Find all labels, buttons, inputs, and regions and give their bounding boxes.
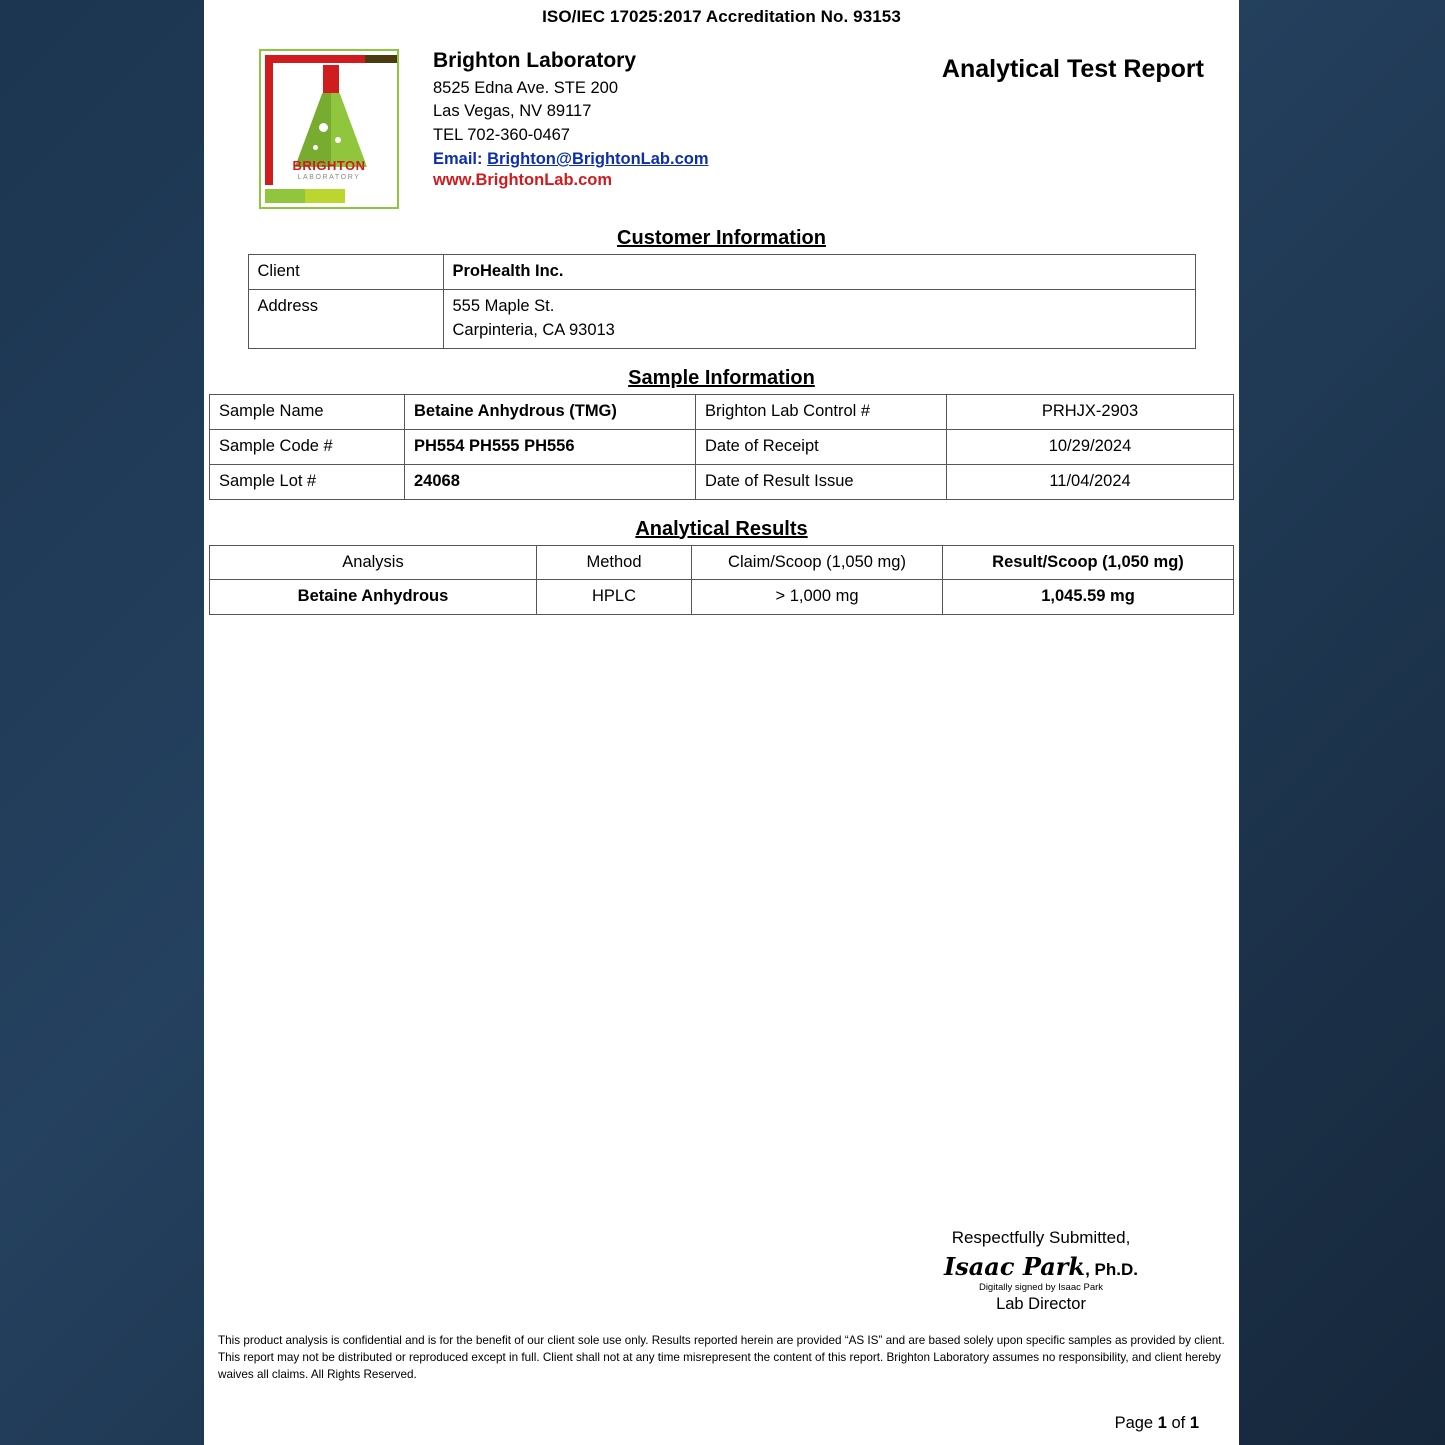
lab-name: Brighton Laboratory <box>433 49 636 72</box>
result-value: 1,045.59 mg <box>943 580 1234 615</box>
lab-telephone: TEL 702-360-0467 <box>433 125 570 144</box>
logo-bottom-bar-left <box>265 189 305 203</box>
date-of-receipt-label: Date of Receipt <box>696 429 947 464</box>
page-number-mid: of <box>1166 1414 1190 1432</box>
bubble-icon <box>313 145 318 150</box>
address-value-line1: 555 Maple St. <box>452 296 555 315</box>
column-header-analysis: Analysis <box>210 545 537 580</box>
sample-code-label: Sample Code # <box>210 429 405 464</box>
control-number-label: Brighton Lab Control # <box>696 394 947 429</box>
page-number-current: 1 <box>1157 1414 1167 1432</box>
page-number <box>1115 1414 1199 1433</box>
table-row <box>210 464 1234 499</box>
column-header-claim: Claim/Scoop (1,050 mg) <box>692 545 943 580</box>
logo-wordmark-sub: LABORATORY <box>297 174 361 181</box>
date-of-receipt-value: 10/29/2024 <box>947 429 1234 464</box>
table-row <box>248 289 1195 348</box>
result-method: HPLC <box>537 580 692 615</box>
sample-information-table <box>209 394 1234 500</box>
logo-wordmark <box>261 158 397 181</box>
table-header-row <box>210 545 1234 580</box>
date-of-result-issue-label: Date of Result Issue <box>696 464 947 499</box>
lab-email-label: Email: <box>433 150 483 169</box>
result-claim: > 1,000 mg <box>692 580 943 615</box>
table-row <box>210 580 1234 615</box>
sample-name-label: Sample Name <box>210 394 405 429</box>
signature-role: Lab Director <box>996 1295 1086 1313</box>
sample-name-value: Betaine Anhydrous (TMG) <box>405 394 696 429</box>
sample-code-value: PH554 PH555 PH556 <box>405 429 696 464</box>
customer-information-heading: Customer Information <box>617 227 826 249</box>
address-value <box>443 289 1195 348</box>
document-page <box>204 0 1239 1445</box>
bubble-icon <box>319 123 328 132</box>
result-analysis: Betaine Anhydrous <box>210 580 537 615</box>
lab-email-row <box>433 150 942 169</box>
client-value: ProHealth Inc. <box>443 255 1195 290</box>
control-number-value: PRHJX-2903 <box>947 394 1234 429</box>
lab-address-line1: 8525 Edna Ave. STE 200 <box>433 79 619 97</box>
signature-name-text: Isaac Park <box>944 1252 1086 1281</box>
flask-icon <box>291 65 371 169</box>
flask-neck <box>323 65 339 95</box>
logo-top-red-bar <box>265 55 365 63</box>
logo-wordmark-main: BRIGHTON <box>292 158 366 173</box>
lab-address-line2: Las Vegas, NV 89117 <box>433 102 592 121</box>
sample-lot-value: 24068 <box>405 464 696 499</box>
lab-email-link[interactable]: Brighton@BrightonLab.com <box>487 150 709 169</box>
logo-bottom-bar-right <box>305 189 345 203</box>
sample-lot-label: Sample Lot # <box>210 464 405 499</box>
address-value-line2: Carpinteria, CA 93013 <box>452 320 615 339</box>
digital-signature-note: Digitally signed by Isaac Park <box>978 1282 1104 1293</box>
table-row <box>210 394 1234 429</box>
customer-information-table <box>248 254 1196 349</box>
brighton-laboratory-logo <box>259 49 399 209</box>
table-row <box>210 429 1234 464</box>
sample-information-heading: Sample Information <box>628 366 815 389</box>
letterhead <box>204 49 1239 209</box>
lab-contact-block <box>433 49 942 190</box>
respectfully-submitted-text: Respectfully Submitted, <box>951 1228 1131 1247</box>
report-title: Analytical Test Report <box>941 55 1204 83</box>
page-number-total: 1 <box>1189 1414 1199 1432</box>
table-row <box>248 255 1195 290</box>
column-header-result: Result/Scoop (1,050 mg) <box>943 545 1234 580</box>
logo-top-dark-bar <box>365 55 397 63</box>
page-number-prefix: Page <box>1114 1414 1158 1432</box>
client-label: Client <box>248 255 443 290</box>
signature-block <box>891 1228 1191 1314</box>
signature-name <box>891 1252 1191 1281</box>
disclaimer-text: This product analysis is confidential and is for the benefit of our client sole use only. Results reported herein are provided “AS IS” and are based solely upon specific samples as provided by client. This report may not be distributed or reproduced except in full. Client shall not at any time misrepresent the content of this report. Brighton Laboratory assumes no responsibility, and client hereby waives all claims. All Rights Reserved. <box>218 1334 1225 1381</box>
analytical-results-table <box>209 545 1234 616</box>
lab-website-link[interactable]: www.BrightonLab.com <box>433 171 613 190</box>
date-of-result-issue-value: 11/04/2024 <box>947 464 1234 499</box>
bubble-icon <box>335 137 341 143</box>
analytical-results-heading: Analytical Results <box>635 517 808 540</box>
accreditation-header: ISO/IEC 17025:2017 Accreditation No. 93153 <box>542 7 901 26</box>
signature-credential: , Ph.D. <box>1085 1260 1138 1279</box>
address-label: Address <box>248 289 443 348</box>
column-header-method: Method <box>537 545 692 580</box>
